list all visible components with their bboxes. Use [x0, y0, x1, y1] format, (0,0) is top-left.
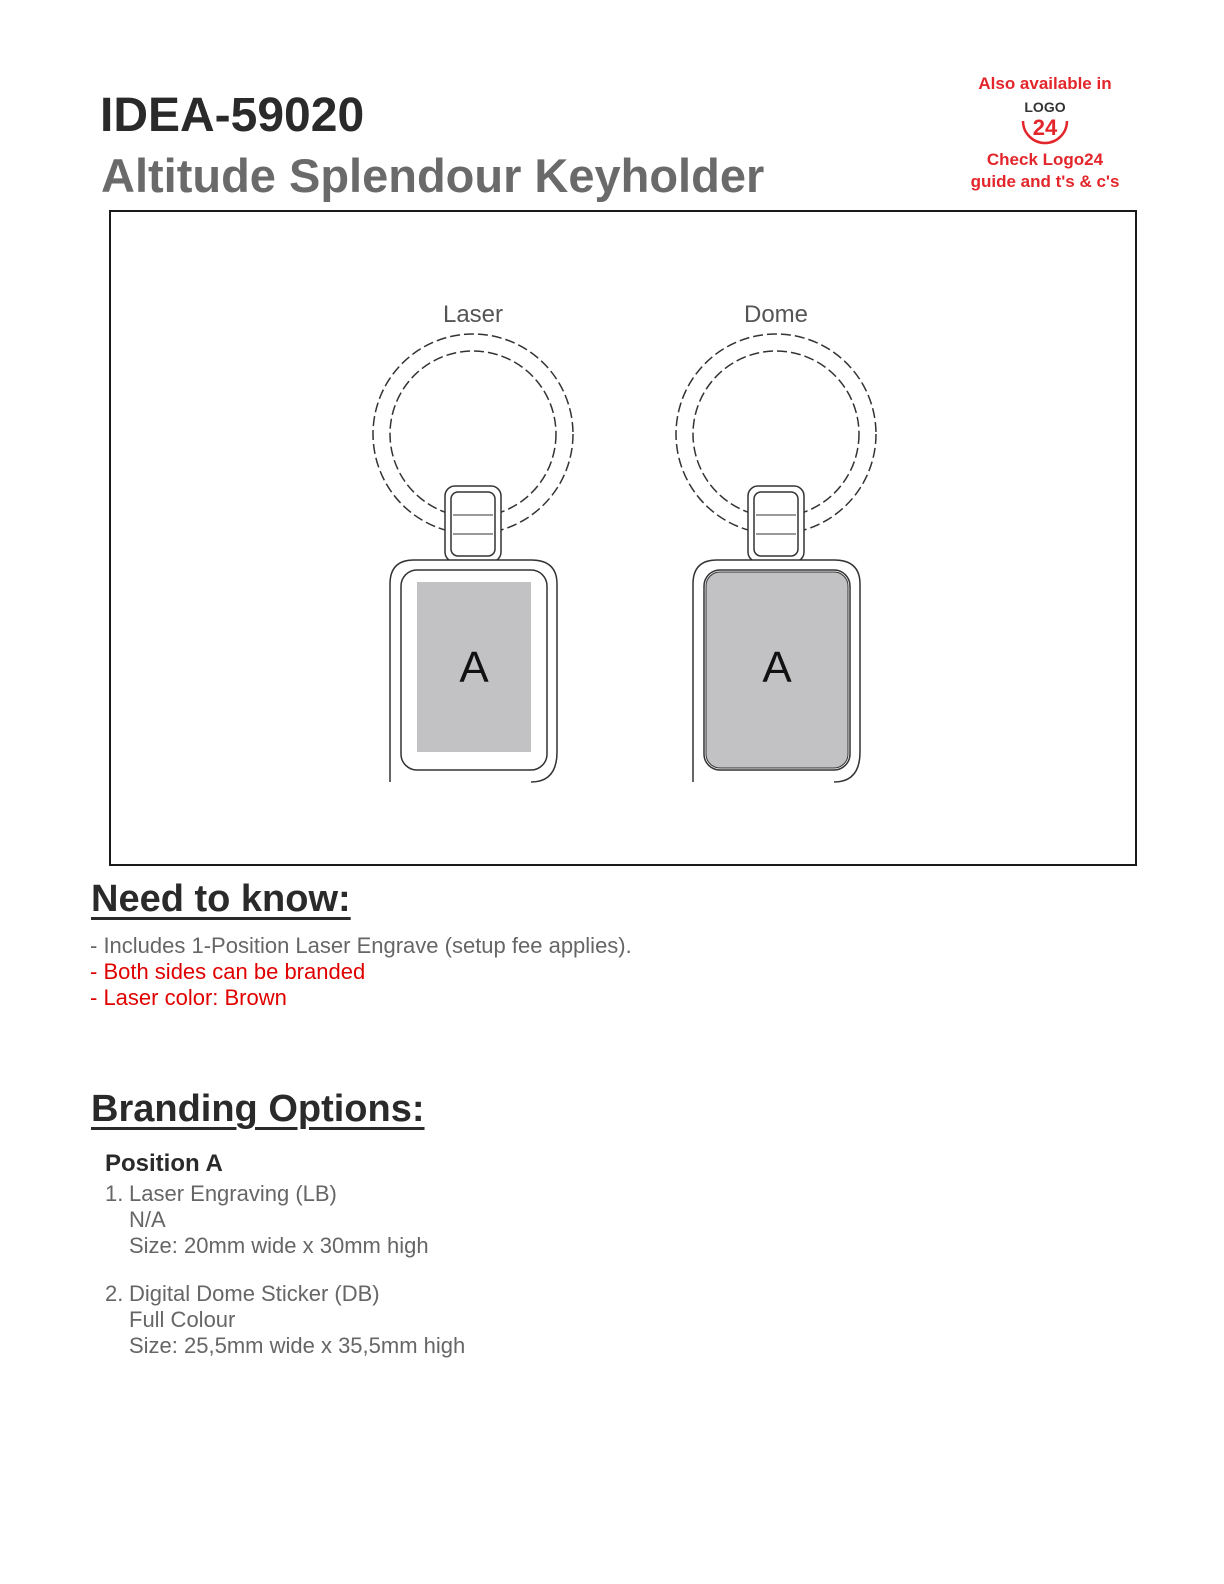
branding-option [105, 1181, 429, 1259]
option-number: 2. [105, 1281, 124, 1306]
product-name: Altitude Splendour Keyholder [101, 149, 765, 202]
branding-options-heading: Branding Options: [91, 1088, 425, 1130]
logo24-icon [1015, 97, 1075, 149]
logo24-badge [950, 74, 1140, 204]
option-size: Size: 25,5mm wide x 35,5mm high [129, 1333, 466, 1358]
laser-bail [445, 486, 501, 562]
keyholder-illustration [111, 212, 1139, 868]
dome-bail [748, 486, 804, 562]
option-size: Size: 20mm wide x 30mm high [129, 1233, 429, 1258]
product-code: IDEA-59020 [100, 89, 365, 142]
product-drawing-frame [109, 210, 1137, 866]
logo-mark-number: 24 [1032, 115, 1058, 140]
logo-available-text: Also available in [978, 74, 1112, 93]
logo-mark-text: LOGO [1024, 99, 1066, 115]
laser-label: Laser [442, 301, 504, 328]
note-item: - Both sides can be branded [90, 959, 366, 984]
logo-check-text [950, 149, 1140, 193]
position-a-title: Position A [105, 1150, 223, 1177]
note-item: - Includes 1-Position Laser Engrave (setup fee applies). [90, 933, 632, 958]
option-detail: N/A [129, 1207, 166, 1232]
need-to-know-list [90, 933, 632, 1011]
laser-area-label: A [459, 643, 489, 692]
option-name-line [105, 1281, 465, 1307]
branding-option [105, 1281, 465, 1359]
logo-check-line2: guide and t's & c's [970, 172, 1120, 191]
note-item: - Laser color: Brown [90, 985, 287, 1010]
laser-keyholder [373, 301, 573, 782]
option-name-line [105, 1181, 429, 1207]
need-to-know-heading: Need to know: [91, 878, 351, 920]
dome-area-label: A [762, 643, 792, 692]
dome-label: Dome [743, 301, 809, 328]
dome-keyholder [676, 301, 876, 782]
option-number: 1. [105, 1181, 124, 1206]
option-name: Laser Engraving (LB) [129, 1181, 337, 1206]
option-name: Digital Dome Sticker (DB) [129, 1281, 380, 1306]
logo-check-line1: Check Logo24 [986, 150, 1104, 169]
option-detail: Full Colour [129, 1307, 236, 1332]
